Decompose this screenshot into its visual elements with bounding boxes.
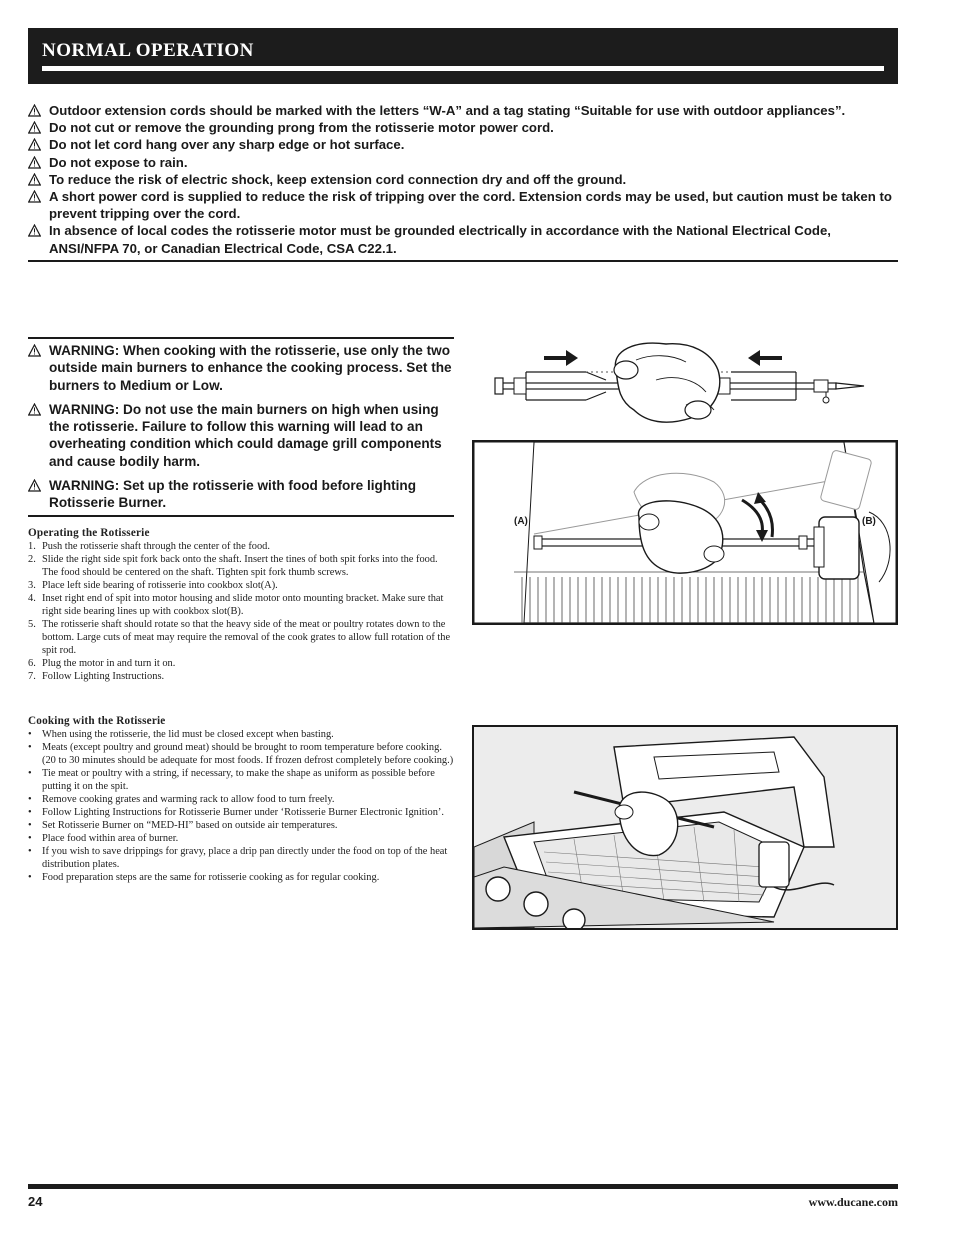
bullet-text: Meats (except poultry and ground meat) should be brought to room temperature before cooking. (20 to 30 minutes should be adequate for most foods. If frozen defrost completely before cooking.): [42, 742, 454, 766]
warning-triangle-icon: [28, 403, 41, 416]
slot-a-label: (A): [514, 516, 528, 527]
list-item: [28, 670, 456, 683]
list-item: [28, 871, 456, 884]
warning-text: WARNING: Set up the rotisserie with food before lighting Rotisserie Burner.: [49, 478, 417, 511]
warning-item: [28, 119, 898, 136]
list-item: [28, 553, 456, 579]
page-title: NORMAL OPERATION: [42, 40, 254, 61]
warning-triangle-icon: [28, 190, 41, 203]
step-number: 6.: [28, 658, 36, 669]
step-text: The rotisserie shaft should rotate so that the heavy side of the meat or poultry rotates down to the bottom. Large cuts of meat may require the removal of the cook grates to allow full rotation of the spit rod.: [42, 619, 451, 656]
bullet-text: Tie meat or poultry with a string, if necessary, to make the shape as uniform as possible before putting it on the spit.: [42, 768, 435, 792]
warning-triangle-icon: [28, 224, 41, 237]
cooking-instructions: [28, 715, 456, 884]
slot-b-label: (B): [862, 516, 876, 527]
step-number: 4.: [28, 593, 36, 604]
bullet: •: [28, 833, 32, 844]
warning-item: [28, 171, 898, 188]
warning-item: [28, 342, 456, 394]
section-heading: Operating the Rotisserie: [28, 527, 150, 539]
warning-triangle-icon: [28, 121, 41, 134]
grill-perspective-illustration: [472, 725, 898, 930]
warning-item: [28, 102, 898, 119]
warning-box-top-rule: [28, 337, 454, 339]
warning-triangle-icon: [28, 104, 41, 117]
warning-text: WARNING: When cooking with the rotisserie, use only the two outside main burners to enhance the cooking process. Set the burners to Medium or Low.: [49, 343, 452, 393]
bullet: •: [28, 768, 32, 779]
section-divider: [28, 260, 898, 262]
warning-item: [28, 154, 898, 171]
bullet: •: [28, 729, 32, 740]
list-item: [28, 793, 456, 806]
bullet-text: Set Rotisserie Burner on “MED-HI” based on outside air temperatures.: [42, 820, 338, 831]
bullet: •: [28, 846, 32, 857]
step-number: 7.: [28, 671, 36, 682]
warning-text: To reduce the risk of electric shock, keep extension cord connection dry and off the ground.: [49, 171, 627, 187]
warning-text: A short power cord is supplied to reduce the risk of tripping over the cord. Extension cords may be used, but caution must be taken to prevent tripping over the cord.: [49, 189, 892, 222]
warning-text: Outdoor extension cords should be marked with the letters “W-A” and a tag stating “Suitable for use with outdoor appliances”.: [49, 103, 846, 118]
bullet: •: [28, 794, 32, 805]
header-divider: [42, 66, 884, 71]
step-text: Follow Lighting Instructions.: [42, 671, 165, 682]
website-link[interactable]: www.ducane.com: [808, 1195, 898, 1209]
bullet: •: [28, 807, 32, 818]
warning-text: WARNING: Do not use the main burners on high when using the rotisserie. Failure to follow this warning will lead to an overheating condition which could damage grill components and cause bodily harm.: [49, 401, 442, 469]
list-item: [28, 832, 456, 845]
list-item: [28, 592, 456, 618]
warning-triangle-icon: [28, 479, 41, 492]
bullet-text: Food preparation steps are the same for rotisserie cooking as for regular cooking.: [42, 872, 380, 883]
step-number: 3.: [28, 580, 36, 591]
warning-triangle-icon: [28, 344, 41, 357]
warning-item: [28, 188, 898, 222]
page-number: 24: [28, 1194, 43, 1209]
footer-divider: [28, 1184, 898, 1189]
list-item: [28, 819, 456, 832]
list-item: [28, 767, 456, 793]
step-number: 2.: [28, 554, 36, 565]
warning-item: [28, 222, 898, 256]
electrical-warnings: [28, 102, 898, 257]
step-text: Inset right end of spit into motor housing and slide motor onto mounting bracket. Make sure that right side bearing lines up with cookbox slot(B).: [42, 593, 444, 617]
warning-text: Do not cut or remove the grounding prong from the rotisserie motor power cord.: [49, 120, 554, 136]
bullet-text: Follow Lighting Instructions for Rotisserie Burner under ‘Rotisserie Burner Electronic Ignition’.: [42, 807, 444, 818]
warning-triangle-icon: [28, 138, 41, 151]
warning-text: In absence of local codes the rotisserie motor must be grounded electrically in accordance with the National Electrical Code, ANSI/NFPA 70, or Canadian Electrical Code, CSA C22.1.: [49, 223, 831, 256]
bullet-text: Place food within area of burner.: [42, 833, 179, 844]
step-text: Place left side bearing of rotisserie into cookbox slot(A).: [42, 580, 278, 591]
bullet-text: When using the rotisserie, the lid must be closed except when basting.: [42, 729, 334, 740]
list-item: [28, 579, 456, 592]
bullet: •: [28, 872, 32, 883]
bullet: •: [28, 820, 32, 831]
step-number: 1.: [28, 541, 36, 552]
list-item: [28, 657, 456, 670]
bullet-text: Remove cooking grates and warming rack to allow food to turn freely.: [42, 794, 335, 805]
warning-box-bottom-rule: [28, 515, 454, 517]
step-number: 5.: [28, 619, 36, 630]
list-item: [28, 728, 456, 741]
warning-triangle-icon: [28, 173, 41, 186]
list-item: [28, 845, 456, 871]
warning-text: Do not expose to rain.: [49, 154, 188, 170]
warning-item: [28, 136, 898, 153]
rotisserie-warnings: [28, 342, 456, 519]
operating-instructions: [28, 527, 456, 683]
step-text: Push the rotisserie shaft through the center of the food.: [42, 541, 270, 552]
warning-item: [28, 401, 456, 470]
warning-triangle-icon: [28, 156, 41, 169]
warning-text: Do not let cord hang over any sharp edge or hot surface.: [49, 137, 405, 153]
grill-rotisserie-diagram: [472, 440, 898, 625]
step-text: Plug the motor in and turn it on.: [42, 658, 176, 669]
section-heading: Cooking with the Rotisserie: [28, 715, 166, 727]
spit-assembly-illustration: [486, 340, 874, 430]
bullet: •: [28, 742, 32, 753]
bullet-text: If you wish to save drippings for gravy, place a drip pan directly under the food on top of the heat distribution plates.: [42, 846, 448, 870]
warning-item: [28, 477, 456, 512]
list-item: [28, 806, 456, 819]
list-item: [28, 618, 456, 657]
list-item: [28, 540, 456, 553]
list-item: [28, 741, 456, 767]
step-text: Slide the right side spit fork back onto the shaft. Insert the tines of both spit forks into the food. The food should be centered on the shaft. Tighten spit fork thumb screws.: [42, 554, 438, 578]
section-header: [28, 28, 898, 84]
